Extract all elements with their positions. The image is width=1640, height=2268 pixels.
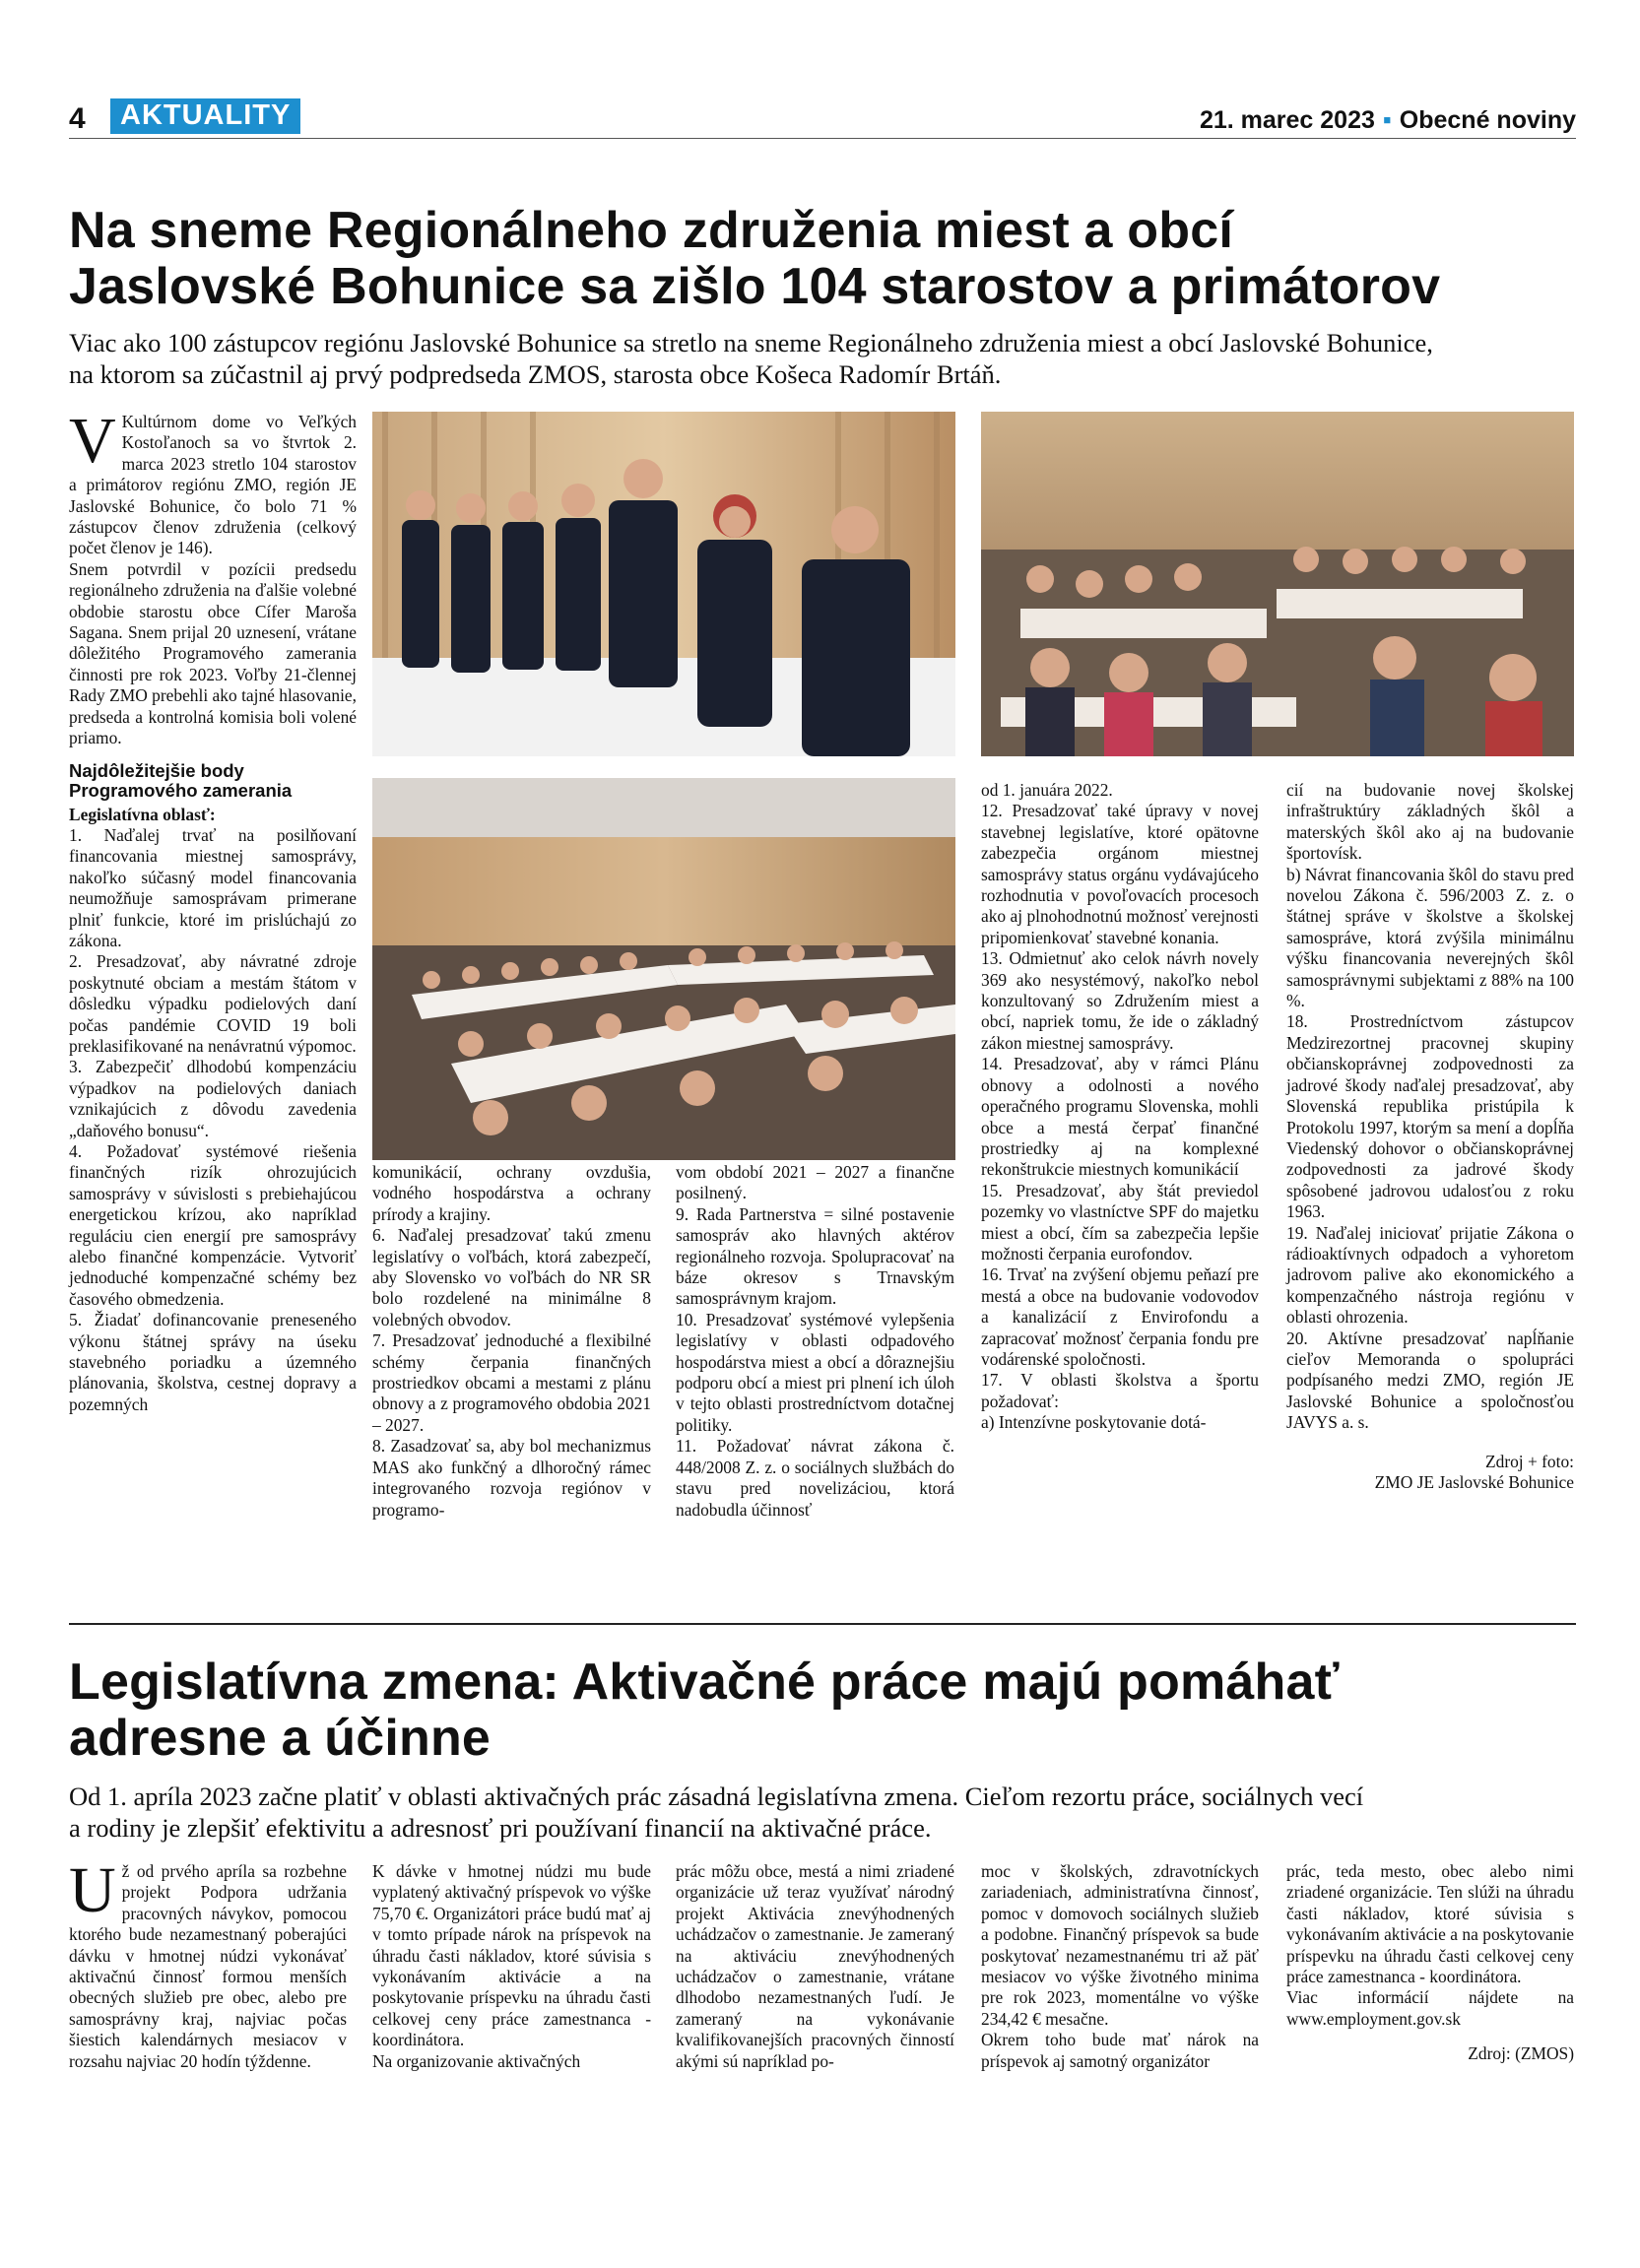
- article1-column-5-text: cií na budovanie novej školskej infraštruktúry základných škôl a materských škôl ako aj na budovanie športovísk. b) Návrat financovania škôl do stavu pred novelou Zákona č. 596/2003 Z. z. o štátnej správe v školstve a školskej samospráve, ktorá zvýšila minimálnu výšku financovania neverejných škôl samosprávnymi subjektami z 88% na 100 %. 18. Prostredníctvom zástupcov Medzirezortnej pracovnej skupiny občianskoprávnej zodpovednosti za jadrové škody naďalej presadzovať, aby Slovenská republika pristúpila k Protokolu 1997, ktorým sa mení a dopĺňa Viedenský dohovor o občianskoprávnej zodpovednosti za jadrové škody spôsobené jadrovou udalosťou z roku 1963. 19. Naďalej iniciovať prijatie Zákona o rádioaktívnych odpadoch a vyhoretom jadrovom palive ako ekonomického a kompenzačného nástroja regiónu v oblasti ohrozenia. 20. Aktívne presadzovať napĺňanie cieľov Memoranda o spolupráci podpísaného medzi ZMO, región JE Jaslovské Bohunice a spoločnosťou JAVYS a. s.: [1286, 780, 1574, 1433]
- article1-dropcap: V: [69, 405, 116, 477]
- article1-lead-line1: Viac ako 100 zástupcov regiónu Jaslovské Bohunice sa stretlo na sneme Regionálneho združenia miest a obcí Jaslovské Bohunice,: [69, 328, 1433, 357]
- article2-source: Zdroj: (ZMOS): [1468, 2043, 1574, 2064]
- article2-dropcap: U: [69, 1854, 116, 1926]
- article2-column-5: [1286, 1861, 1574, 2065]
- issue-date: 21. marec 2023: [1199, 106, 1375, 134]
- issue-info: [1200, 106, 1576, 135]
- article1-column-2: komunikácií, ochrany ovzdušia, vodného hospodárstva a ochrany prírody a krajiny. 6. Naďalej presadzovať takú zmenu legislatívy o voľbách, ktorá zabezpečí, aby Slovensko vo voľbách do NR SR bolo rozdelené na minimálne 8 volebných obvodov. 7. Presadzovať jednoduché a flexibilné schémy čerpania finančných prostriedkov obcami a mestami z plánu obnovy a z programového obdobia 2021 – 2027. 8. Zasadzovať sa, aby bol mechanizmus MAS ako funkčný a dlhoročný rámec integrovaného rozvoja regiónov v programo-: [372, 1162, 651, 1520]
- article1-source: [1286, 1452, 1574, 1494]
- article1-headline-line2: Jaslovské Bohunice sa zišlo 104 starostov a primátorov: [69, 258, 1441, 315]
- article2-headline: [69, 1654, 1340, 1767]
- article2-lead-line2: a rodiny je zlepšiť efektivitu a adresnosť pri používaní financií na aktivačné práce.: [69, 1813, 932, 1843]
- article1-column-3: vom období 2021 – 2027 a finančne posilnený. 9. Rada Partnerstva = silné postavenie samospráv ako hlavných aktérov regionálneho rozvoja. Spolupracovať na báze okresov s Trnavským samosprávnym krajom. 10. Presadzovať systémové vylepšenia legislatívy v oblasti odpadového hospodárstva miest a obcí a dôraznejšiu podporu obcí a miest pri plnení ich úloh v tejto oblasti prostredníctvom dotačnej politiky. 11. Požadovať návrat zákona č. 448/2008 Z. z. o sociálnych službách do stavu pred novelizáciou, ktorá nadobudla účinnosť: [676, 1162, 954, 1520]
- article1-source-line1: Zdroj + foto:: [1485, 1451, 1574, 1471]
- article1-subhead: Najdôležitejšie body Programového zamerania: [69, 759, 293, 801]
- photo-audience: [981, 412, 1574, 756]
- article1-headline-line1: Na sneme Regionálneho združenia miest a obcí: [69, 202, 1233, 259]
- article2-column-2: K dávke v hmotnej núdzi mu bude vyplatený aktivačný príspevok vo výške 75,70 €. Organizátori práce budú mať aj v tomto prípade nárok na príspevok na úhradu časti nákladov, ktoré súvisia s vykonávaním aktivácie a na poskytovanie príspevku na úhradu časti celkovej ceny práce zamestnanca - koordinátora. Na organizovanie aktivačných: [372, 1861, 651, 2071]
- separator-dot: ▪: [1382, 106, 1392, 134]
- article2-headline-line1: Legislatívna zmena: Aktivačné práce majú pomáhať: [69, 1653, 1340, 1711]
- photo-board-members: [372, 412, 955, 756]
- article2-lead: [69, 1781, 1576, 1844]
- article2-column-3: prác môžu obce, mestá a nimi zriadené organizácie už teraz využívať národný projekt Aktivácia znevýhodnených uchádzačov o zamestnanie. Je zameraný na aktiváciu znevýhodnených uchádzačov o zamestnanie, vrátane dlhodobo nezamestnaných ľudí. Je zameraný na vykonávanie kvalifikovanejších pracovných činností akými sú napríklad po-: [676, 1861, 954, 2071]
- article1-list-part1: 1. Naďalej trvať na posilňovaní financovania miestnej samosprávy, nakoľko súčasný model financovania neumožňuje samosprávam primerane plniť funkcie, ktoré im prislúchajú zo zákona. 2. Presadzovať, aby návratné zdroje poskytnuté obciam a mestám štátom v dôsledku výpadku podielových daní počas pandémie COVID 19 boli preklasifikované na nenávratnú výpomoc. 3. Zabezpečiť dlhodobú kompenzáciu výpadkov na podielových daniach vznikajúcich z dôvodu zavedenia „daňového bonusu“. 4. Požadovať systémové riešenia finančných rizík ohrozujúcich samosprávy v súvislosti s prebiehajúcou energetickou krízou, ako napríklad reguláciu cien energií pre samosprávy alebo finančné kompenzácie. Vytvoriť jednoduché kompenzačné schémy bez časového obmedzenia. 5. Žiadať dofinancovanie preneseného výkonu štátnej správy na úseku stavebného poriadku a územného plánovania, školstva, cestnej dopravy a pozemných: [69, 824, 357, 1414]
- article1-source-line2: ZMO JE Jaslovské Bohunice: [1374, 1472, 1574, 1492]
- article2-lead-line1: Od 1. apríla 2023 začne platiť v oblasti aktivačných prác zásadná legislatívna zmena. Cieľom rezortu práce, sociálnych vecí: [69, 1782, 1364, 1811]
- article1-lead-line2: na ktorom sa zúčastnil aj prvý podpredseda ZMOS, starosta obce Košeca Radomír Brtáň.: [69, 359, 1002, 389]
- header-rule: [69, 138, 1576, 139]
- article2-column-4: moc v školských, zdravotníckych zariadeniach, administratívna činnosť, pomoc v domovoch sociálnych služieb a podobne. Finančný príspevok sa bude poskytovať nezamestnanému tri až päť mesiacov vo výške životného minima pre rok 2023, momentálne vo výške 234,42 € mesačne. Okrem toho bude mať nárok na príspevok aj samotný organizátor: [981, 1861, 1259, 2071]
- article1-column-1: [69, 405, 357, 1415]
- article2-column-5-text: prác, teda mesto, obec alebo nimi zriadené organizácie. Ten slúži na úhradu časti nákladov, ktoré súvisia s vykonávaním aktivácie a na poskytovanie príspevku na úhradu časti celkovej ceny práce zamestnanca - koordinátora. Viac informácií nájdete na www.employment.gov.sk: [1286, 1861, 1574, 2029]
- article-separator: [69, 1623, 1576, 1625]
- section-label: AKTUALITY: [110, 98, 300, 134]
- article2-column-1: [69, 1854, 347, 2072]
- article1-column-4: od 1. januára 2022. 12. Presadzovať také úpravy v novej stavebnej legislatíve, ktoré opätovne zabezpečia orgánom miestnej samosprávy status orgánu vydávajúceho rozhodnutia v povoľovacích procesoch ako aj plnohodnotnú možnosť verejnosti pripomienkovať stavebné konania. 13. Odmietnuť ako celok návrh novely 369 ako nesystémový, nakoľko nebol konzultovaný so Združením miest a obcí, napriek tomu, že ide o základný zákon miestnej samosprávy. 14. Presadzovať, aby v rámci Plánu obnovy a odolnosti a nového operačného programu Slovenska, mohli obce a mestá čerpať finančné prostriedky aj na komplexné rekonštrukcie miestnych komunikácií 15. Presadzovať, aby štát previedol pozemky vo vlastníctve SPF do majetku miest a obcí, čím sa zabezpečia lepšie možnosti čerpania eurofondov. 16. Trvať na zvýšení objemu peňazí pre mestá a obce na budovanie vodovodov a kanalizácií z Envirofondu a zapracovať možnosť čerpania fondu pre vodárenské spoločnosti. 17. V oblasti školstva a športu požadovať: a) Intenzívne poskytovanie dotá-: [981, 780, 1259, 1433]
- photo-hall-overview: [372, 778, 955, 1160]
- article1-headline: [69, 203, 1440, 315]
- article2-headline-line2: adresne a účinne: [69, 1710, 492, 1767]
- article2-column-1-text: ž od prvého apríla sa rozbehne projekt Podpora udržania pracovných návykov, pomocou ktorého bude nezamestnaný poberajúci dávku v hmotnej núdzi vykonávať aktivačnú činnosť formou menších obecných služieb pre obec, alebo pre samosprávny kraj, najviac počas šiestich kalendárnych mesiacov v rozsahu najviac 20 hodín týždenne.: [69, 1861, 347, 2071]
- article1-intro: [69, 405, 357, 749]
- article1-column-5: [1286, 780, 1574, 1493]
- legislation-label: Legislatívna oblasť:: [69, 804, 216, 824]
- newspaper-name: Obecné noviny: [1399, 106, 1576, 134]
- article1-intro-text: Kultúrnom dome vo Veľkých Kostoľanoch sa vo štvrtok 2. marca 2023 stretlo 104 starostov a primátorov regiónu ZMO, región JE Jaslovské Bohunice, čo bolo 71 % zástupcov členov združenia (celkový počet členov je 146). Snem potvrdil v pozícii predsedu regionálneho združenia na ďalšie volebné obdobie starostu obce Cífer Maroša Sagana. Snem prijal 20 uznesení, vrátane dôležitého Programového zamerania činnosti pre rok 2023. Voľby 21-člennej Rady ZMO prebehli ako tajné hlasovanie, predseda a kontrolná komisia boli volené priamo.: [69, 412, 357, 748]
- article1-lead: [69, 327, 1576, 390]
- page-number: 4: [69, 102, 86, 135]
